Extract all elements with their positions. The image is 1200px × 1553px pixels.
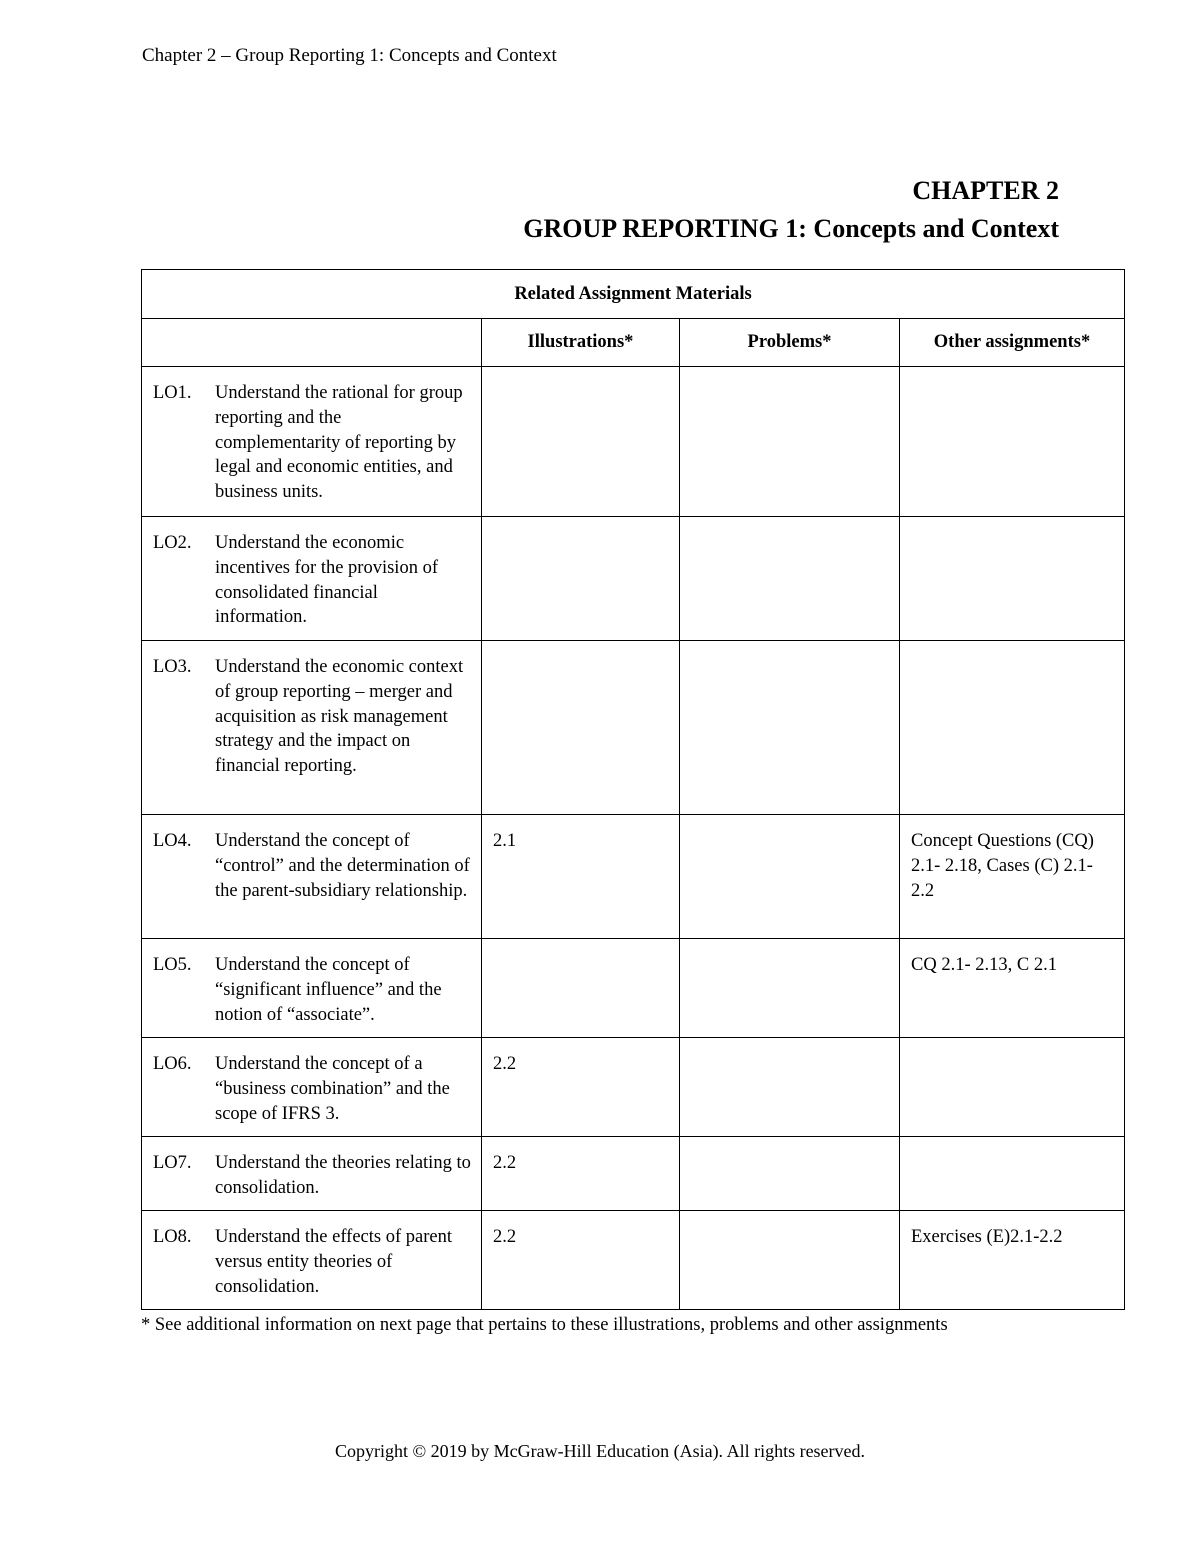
objective-description: Understand the theories relating to consolidation. bbox=[215, 1153, 471, 1198]
illustrations-cell bbox=[482, 517, 680, 641]
footnote: * See additional information on next page that pertains to these illustrations, problems and other assignments bbox=[141, 1315, 948, 1335]
illustrations-cell bbox=[482, 367, 680, 517]
illustrations-cell bbox=[482, 939, 680, 1038]
objective-cell bbox=[142, 815, 482, 939]
table-row bbox=[142, 939, 1125, 1038]
other-assignments-cell: Concept Questions (CQ) 2.1- 2.18, Cases (C) 2.1-2.2 bbox=[900, 815, 1125, 939]
objective-description: Understand the effects of parent versus entity theories of consolidation. bbox=[215, 1227, 452, 1297]
column-header-objective bbox=[142, 319, 482, 367]
copyright-footer: Copyright © 2019 by McGraw-Hill Education (Asia). All rights reserved. bbox=[334, 1441, 866, 1461]
objective-description: Understand the rational for group reporting and the complementarity of reporting by legal and economic entities, and business units. bbox=[215, 383, 463, 503]
problems-cell bbox=[680, 1137, 900, 1211]
objective-code: LO8. bbox=[153, 1227, 192, 1247]
illustrations-cell: 2.2 bbox=[482, 1211, 680, 1310]
chapter-title-block bbox=[523, 172, 1059, 248]
objective-code: LO6. bbox=[153, 1054, 192, 1074]
objective-cell bbox=[142, 1137, 482, 1211]
column-header-row bbox=[142, 319, 1125, 367]
learning-objective-rows bbox=[142, 367, 1125, 1310]
table-row bbox=[142, 367, 1125, 517]
objective-cell bbox=[142, 939, 482, 1038]
objective-description: Understand the concept of “significant influence” and the notion of “associate”. bbox=[215, 955, 442, 1025]
chapter-name: GROUP REPORTING 1: Concepts and Context bbox=[523, 214, 1059, 243]
table-caption-row bbox=[142, 270, 1125, 319]
other-assignments-cell bbox=[900, 517, 1125, 641]
objective-cell bbox=[142, 641, 482, 815]
objective-cell bbox=[142, 367, 482, 517]
objective-code: LO1. bbox=[153, 383, 192, 403]
illustrations-cell: 2.2 bbox=[482, 1038, 680, 1137]
objective-description: Understand the concept of a “business combination” and the scope of IFRS 3. bbox=[215, 1054, 450, 1124]
chapter-number: CHAPTER 2 bbox=[912, 176, 1059, 205]
problems-cell bbox=[680, 517, 900, 641]
table-row bbox=[142, 815, 1125, 939]
objective-code: LO7. bbox=[153, 1153, 192, 1173]
objective-cell bbox=[142, 1038, 482, 1137]
problems-cell bbox=[680, 641, 900, 815]
illustrations-cell bbox=[482, 641, 680, 815]
objective-code: LO5. bbox=[153, 955, 192, 975]
column-header-problems: Problems* bbox=[680, 319, 900, 367]
problems-cell bbox=[680, 367, 900, 517]
objective-code: LO2. bbox=[153, 533, 192, 553]
objective-cell bbox=[142, 517, 482, 641]
other-assignments-cell bbox=[900, 641, 1125, 815]
table-row bbox=[142, 517, 1125, 641]
objective-description: Understand the economic context of group reporting – merger and acquisition as risk management strategy and the impact on financial reporting. bbox=[215, 657, 464, 777]
table-row bbox=[142, 1038, 1125, 1137]
objective-code: LO3. bbox=[153, 657, 192, 677]
other-assignments-cell bbox=[900, 367, 1125, 517]
table-row bbox=[142, 1211, 1125, 1310]
objective-description: Understand the economic incentives for the provision of consolidated financial information. bbox=[215, 533, 438, 628]
problems-cell bbox=[680, 1038, 900, 1137]
table-row bbox=[142, 641, 1125, 815]
illustrations-cell: 2.2 bbox=[482, 1137, 680, 1211]
problems-cell bbox=[680, 815, 900, 939]
other-assignments-cell: CQ 2.1- 2.13, C 2.1 bbox=[900, 939, 1125, 1038]
illustrations-cell: 2.1 bbox=[482, 815, 680, 939]
table-caption: Related Assignment Materials bbox=[142, 270, 1125, 319]
other-assignments-cell bbox=[900, 1137, 1125, 1211]
objective-code: LO4. bbox=[153, 831, 192, 851]
column-header-other-assignments: Other assignments* bbox=[900, 319, 1125, 367]
table-row bbox=[142, 1137, 1125, 1211]
objective-description: Understand the concept of “control” and the determination of the parent-subsidiary relationship. bbox=[215, 831, 470, 901]
other-assignments-cell bbox=[900, 1038, 1125, 1137]
objective-cell bbox=[142, 1211, 482, 1310]
problems-cell bbox=[680, 1211, 900, 1310]
column-header-illustrations: Illustrations* bbox=[482, 319, 680, 367]
problems-cell bbox=[680, 939, 900, 1038]
other-assignments-cell: Exercises (E)2.1-2.2 bbox=[900, 1211, 1125, 1310]
running-header: Chapter 2 – Group Reporting 1: Concepts and Context bbox=[142, 45, 557, 66]
assignment-materials-table bbox=[141, 269, 1125, 1310]
